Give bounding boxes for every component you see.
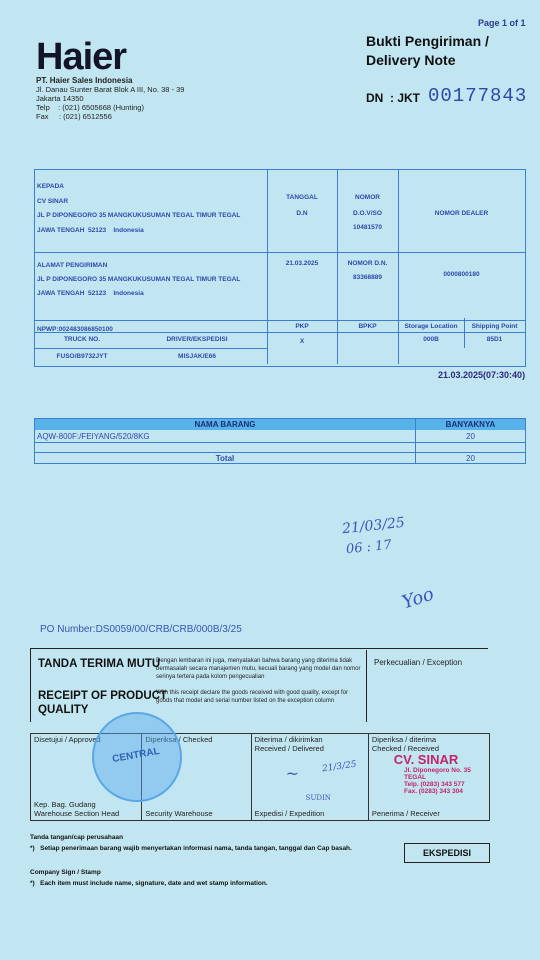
item-name: AQW-800F:/FEIYANG/520/8KG — [37, 432, 150, 441]
document-title-line1: Bukti Pengiriman / — [366, 33, 489, 49]
handwritten-time: 06 : 17 — [345, 537, 393, 558]
shipping-label: Shipping Point — [471, 323, 518, 330]
customer-name: CV SINAR — [37, 198, 69, 205]
dn-label: DN : JKT — [366, 91, 420, 105]
received-line1: Diperiksa / diterima — [371, 735, 437, 744]
dealer-value: 0000800180 — [443, 271, 480, 278]
driver-sign-name: SUDIN — [305, 794, 331, 802]
items-table — [34, 418, 526, 464]
dn-number: 00177843 — [428, 85, 528, 107]
receipt-title-line2: QUALITY — [38, 704, 89, 716]
footer-note-en: *) Each item must include name, signature, date and wet stamp information. — [30, 880, 268, 887]
receiver-stamp-line2: Telp. (0283) 343 577 — [404, 781, 465, 788]
receiver-stamp-title: CV. SINAR — [393, 752, 459, 767]
warehouse-head-label — [34, 800, 119, 818]
approved-label: Disetujui / Approved — [34, 735, 101, 744]
expedition-label: Expedisi / Expedition — [254, 809, 325, 818]
company-address — [36, 76, 184, 121]
delivered-line2: Received / Delivered — [254, 744, 324, 753]
receipt-desc: With this receipt declare the goods received with good quality, except for goods that model and serial number listed on the exception column — [156, 690, 348, 704]
tanda-terima-desc: Dengan lembaran ini juga, menyatakan bahwa barang yang diterima tidak bermasalah secara manajemen mutu, kecuali barang yang model dan nomor serinya tertera pada kolom pengecualian — [156, 658, 361, 680]
col-nama-barang: NAMA BARANG — [35, 419, 415, 430]
nomor-label: NOMOR — [355, 194, 380, 201]
nomor-value: 10481570 — [353, 224, 382, 231]
warehouse-head-line2: Warehouse Section Head — [34, 809, 120, 818]
dn-date: 21.03.2025 — [285, 260, 319, 267]
security-label: Security Warehouse — [145, 809, 213, 818]
warehouse-head-line1: Kep. Bag. Gudang — [34, 800, 96, 809]
tanda-terima-title: TANDA TERIMA MUTU — [38, 658, 161, 670]
shipto-box — [34, 169, 526, 367]
bpkp-label: BPKP — [358, 323, 377, 330]
storage-value: 000B — [423, 336, 439, 343]
received-line2: Checked / Received — [371, 744, 440, 753]
alamat-line2: JAWA TENGAH 52123 Indonesia — [37, 290, 144, 297]
warehouse-stamp-text: CENTRAL — [111, 745, 161, 766]
dealer-label: NOMOR DEALER — [434, 210, 489, 217]
handwritten-date: 21/03/25 — [341, 514, 406, 538]
po-number: PO Number:DS0059/00/CRB/CRB/000B/3/25 — [40, 624, 242, 635]
storage-label: Storage Location — [404, 323, 458, 330]
document-title — [366, 32, 489, 70]
page-indicator: Page 1 of 1 — [478, 18, 526, 28]
pkp-value: X — [299, 338, 305, 345]
document-title-line2: Delivery Note — [366, 52, 456, 68]
truck-label: TRUCK NO. — [63, 336, 101, 343]
company-stamp-en-label: Company Sign / Stamp — [30, 869, 101, 876]
receiver-stamp-line1: Jl. Diponegoro No. 35 TEGAL — [404, 767, 471, 781]
address-line: Jakarta 14350 — [36, 94, 84, 103]
driver-signature: ~ — [285, 764, 300, 783]
address-line: Jl. Danau Sunter Barat Blok A III, No. 38 - 39 — [36, 85, 185, 94]
item-qty: 20 — [466, 432, 475, 441]
col-banyaknya: BANYAKNYA — [416, 419, 525, 430]
handwritten-signature: Yoo — [399, 583, 437, 614]
driver-sign-date: 21/3/25 — [321, 759, 357, 775]
phone-line: Telp : (021) 6505668 (Hunting) — [36, 103, 144, 112]
kepada-label: KEPADA — [37, 183, 64, 190]
haier-logo: Haier — [36, 36, 127, 78]
fax-line: Fax : (021) 6512556 — [36, 112, 112, 121]
tanggal-label: TANGGAL — [286, 194, 318, 201]
alamat-label: ALAMAT PENGIRIMAN — [37, 262, 108, 269]
customer-city: JAWA TENGAH 52123 Indonesia — [37, 227, 144, 234]
exception-label: Perkecualian / Exception — [374, 658, 463, 667]
driver-label: DRIVER/EKSPEDISI — [166, 336, 228, 343]
truck-value: FUSO/B9732JYT — [56, 353, 108, 360]
ekspedisi-box: EKSPEDISI — [404, 843, 490, 863]
receiver-label: Penerima / Receiver — [371, 809, 440, 818]
npwp: NPWP:002483086850100 — [37, 326, 113, 333]
print-timestamp: 21.03.2025(07:30:40) — [438, 370, 526, 380]
warehouse-stamp — [92, 712, 182, 802]
tanggal-sub: D.N — [296, 210, 308, 217]
receiver-stamp — [364, 752, 488, 808]
total-value: 20 — [466, 454, 475, 463]
checked-label: Diperiksa / Checked — [145, 735, 213, 744]
receiver-stamp-line3: Fax. (0283) 343 304 — [404, 788, 463, 795]
total-label: Total — [215, 454, 235, 463]
nomor-sub: D.O.V/SO — [353, 210, 382, 217]
nomor-dn-label: NOMOR D.N. — [347, 260, 388, 267]
company-name: PT. Haier Sales Indonesia — [36, 76, 133, 85]
delivered-line1: Diterima / dikirimkan — [254, 735, 323, 744]
customer-address: JL P DIPONEGORO 35 MANGKUKUSUMAN TEGAL TIMUR TEGAL — [37, 212, 241, 219]
nomor-dn-value: 83368889 — [353, 274, 382, 281]
delivered-cell — [251, 734, 368, 821]
shipping-value: 85D1 — [486, 336, 503, 343]
company-stamp-id-label: Tanda tangan/cap perusahaan — [30, 834, 124, 841]
driver-value: MISJAK/E66 — [178, 353, 216, 360]
alamat-line1: JL P DIPONEGORO 35 MANGKUKUSUMAN TEGAL TIMUR TEGAL — [37, 276, 241, 283]
pkp-label: PKP — [295, 323, 309, 330]
receipt-title-line1: RECEIPT OF PRODUCT — [38, 690, 168, 702]
footer-note-id: *) Setiap penerimaan barang wajib menyertakan informasi nama, tanda tangan, tanggal dan Cap basah. — [30, 845, 352, 852]
